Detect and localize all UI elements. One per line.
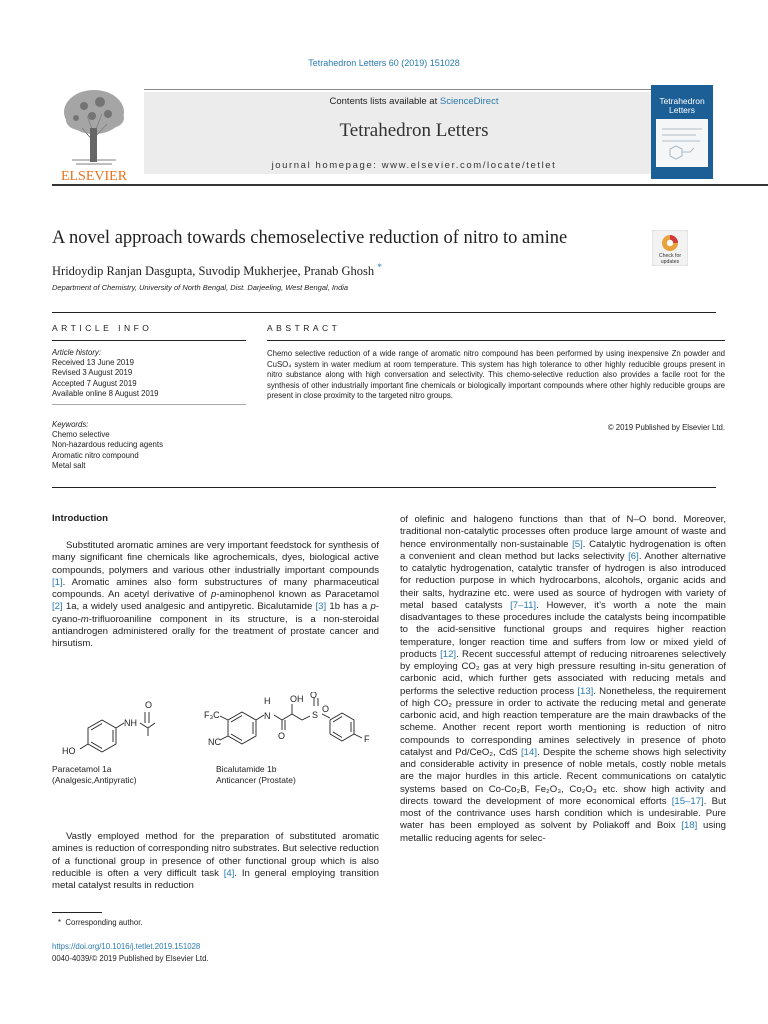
footnote-divider: [52, 912, 102, 913]
atom-label: HO: [62, 746, 76, 756]
text-run: using metallic reducing agents for selec-: [400, 820, 726, 844]
article-title: A novel approach towards chemoselective reduction of nitro to amine: [52, 228, 568, 248]
cover-title: [651, 97, 713, 115]
atom-label: S: [312, 710, 319, 720]
atom-label: OH: [290, 694, 304, 704]
atom-label: H: [264, 696, 271, 706]
journal-name: Tetrahedron Letters: [339, 120, 489, 141]
reference-link[interactable]: [13]: [577, 685, 594, 697]
text-run: -trifluoroaniline component in its structure, is a non-steroidal antiandrogen administered orally for the treatment of prostate cancer and hirsutism.: [52, 613, 379, 649]
footnote-text: Corresponding author.: [65, 918, 143, 927]
cover-title-line1: Tetrahedron: [659, 96, 705, 106]
text-run: . But most of the contrivance uses harsh condition which is undesirable. Pure water has been employed as solvent by Poliakoff and Boix: [400, 795, 726, 832]
accepted-date: Accepted 7 August 2019: [52, 378, 137, 388]
keywords-block: [52, 420, 246, 471]
sciencedirect-link[interactable]: ScienceDirect: [439, 96, 499, 107]
publisher-name: ELSEVIER: [60, 169, 128, 184]
text-run: -aminophenol known as Paracetamol: [216, 589, 379, 600]
received-date: Received 13 June 2019: [52, 358, 134, 368]
text-run: . Another alternative to catalytic hydrogenation, catalytic transfer of hydrogen is also introduced for reduction purpose in which hydrocarbons, alcohols, organic acids and their salts, hydrazine etc. were used as source of hydrogen with variety of metal based catalysts: [400, 550, 726, 611]
compound-use: (Analgesic,Antipyratic): [52, 775, 137, 785]
abstract-text: Chemo selective reduction of a wide range of aromatic nitro compound has been performed by using inexpensive Zn powder and CuSO₄ system in water medium at room temperature. This system has high tolerance to other highly reducible groups present in nitro substance along with high conversation and selectivity. This chemo-selective reduction also provides a facile root for the synthesis of other industrially important fine chemicals or biologically important compounds where other highly reducible groups are present in close proximity to the targeted nitro groups.: [267, 349, 725, 401]
affiliation: Department of Chemistry, University of North Bengal, Dist. Darjeeling, West Bengal, India: [52, 283, 349, 292]
keyword[interactable]: Aromatic nitro compound: [52, 450, 139, 460]
history-label: Article history:: [52, 348, 101, 357]
check-updates-line1: Check for: [658, 253, 682, 259]
contents-available-line: [144, 96, 684, 107]
text-run: . Despite the scheme shows high selectivity and considerable activity in presence of noble metals, costly noble metals are the major hurdles in this article. Recent communications on catalytic systems based on Co-Co₂B, Fe₂O₃, Co₂O₃ etc. show high activity and directs toward the development of more economical efforts: [400, 746, 727, 807]
compound-name: Paracetamol 1a: [52, 764, 112, 774]
atom-label: F: [364, 734, 370, 744]
reference-link[interactable]: [12]: [440, 648, 457, 660]
intro-paragraph-1: [52, 540, 379, 650]
revised-date: Revised 3 August 2019: [52, 368, 133, 378]
left-column-top: [52, 540, 379, 650]
chemical-structures-figure: [52, 692, 392, 792]
text-run: 1a, a widely used analgesic and antipyretic. Bicalutamide: [62, 601, 316, 613]
corresponding-author-footnote: [58, 918, 143, 927]
journal-homepage[interactable]: journal homepage: www.elsevier.com/locate/tetlet: [271, 160, 557, 171]
reference-link[interactable]: [5]: [572, 538, 583, 550]
online-date: Available online 8 August 2019: [52, 388, 159, 398]
reference-link[interactable]: [14]: [521, 746, 538, 758]
text-run: . Aromatic amines also form substructures of many pharmaceutical compounds. An acetyl derivative of: [52, 576, 379, 600]
text-run: . Catalytic hydrogenation is often a convenient and clean method but lacks selectivity: [400, 538, 726, 562]
paracetamol-structure: [80, 712, 155, 752]
intro-paragraph-2: [52, 831, 379, 892]
atom-label: O: [310, 692, 318, 700]
atom-label: NH: [124, 718, 137, 728]
reference-link[interactable]: [1]: [52, 576, 63, 588]
compound-name: Bicalutamide 1b: [216, 764, 277, 774]
footnote-mark: *: [58, 918, 62, 927]
bicalutamide-structure: [220, 698, 362, 744]
text-run: of olefinic and halogeno functions than that of N–O bond. Moreover, traditional non-catalytic processes often produce large amount of waste and hence environmentally non-sustainable: [400, 514, 726, 550]
header-divider: [52, 312, 716, 313]
text-run: 1b has a: [326, 601, 371, 613]
abstract-bottom-rule: [52, 487, 716, 488]
article-info-rule: [52, 340, 246, 341]
doi-link[interactable]: https://doi.org/10.1016/j.tetlet.2019.151028: [52, 942, 201, 951]
corresponding-author-mark[interactable]: *: [377, 262, 382, 272]
introduction-heading: Introduction: [52, 513, 108, 524]
reference-link[interactable]: [4]: [223, 867, 235, 879]
reference-link[interactable]: [3]: [315, 601, 327, 613]
atom-label: O: [322, 704, 330, 714]
italic-run: p: [210, 589, 217, 600]
paracetamol-caption: [52, 764, 137, 786]
atom-label: O: [145, 700, 153, 710]
atom-label: F₃C: [204, 710, 220, 720]
journal-header-box: [144, 92, 684, 174]
abstract-copyright: © 2019 Published by Elsevier Ltd.: [607, 423, 725, 432]
left-column-bottom: [52, 831, 379, 892]
italic-run: m: [80, 613, 89, 625]
right-column: [400, 514, 726, 845]
italic-run: p: [370, 601, 376, 613]
masthead-bottom-rule: [52, 184, 768, 186]
keyword[interactable]: Metal salt: [52, 460, 86, 470]
author-list: [52, 262, 382, 279]
author-names: Hridoydip Ranjan Dasgupta, Suvodip Mukherjee, Pranab Ghosh: [52, 264, 375, 279]
masthead-divider: [144, 89, 684, 90]
journal-citation-link[interactable]: Tetrahedron Letters 60 (2019) 151028: [308, 58, 460, 68]
cover-graphic: [656, 119, 708, 167]
abstract-heading: ABSTRACT: [267, 323, 341, 333]
reference-link[interactable]: [6]: [628, 550, 639, 562]
article-info-heading: ARTICLE INFO: [52, 323, 153, 333]
text-run: Substituted aromatic amines are very important feedstock for synthesis of many significant fine chemicals like agrochemicals, dyes, biological active compounds, polymers and various other industrially important compounds: [52, 540, 379, 576]
atom-label: NC: [208, 737, 221, 747]
abstract-rule: [267, 340, 725, 341]
compound-use: Anticancer (Prostate): [216, 775, 296, 785]
check-for-updates-badge[interactable]: [652, 230, 688, 266]
keyword[interactable]: Chemo selective: [52, 430, 110, 440]
contents-prefix: Contents lists available at: [329, 96, 440, 107]
reference-link[interactable]: [15–17]: [671, 795, 704, 807]
cover-title-line2: Letters: [669, 105, 695, 115]
intro-paragraph-continued: [400, 514, 726, 845]
text-run: . In general employing transition metal catalyst results in reduction: [52, 867, 379, 891]
check-updates-line2: updates: [660, 259, 680, 265]
article-history: [52, 348, 246, 399]
issn-copyright: 0040-4039/© 2019 Published by Elsevier Ltd.: [52, 954, 209, 963]
reference-link[interactable]: [2]: [52, 601, 63, 613]
journal-masthead: [52, 76, 672, 186]
journal-cover-image[interactable]: [651, 85, 713, 179]
reference-link[interactable]: [7–11]: [510, 599, 537, 611]
text-run: . Nonetheless, the requirement of high CO₂ pressure in order to activate the reducing metal and generate carbonic acid, and high reaction temperature are the main drawbacks of the scheme. Another recent report worth mentioning is reduction of nitro compounds to corresponding amines selectively in presence of photo catalyst and Pd/CeO₂, CdS: [400, 685, 726, 758]
text-run: Vastly employed method for the preparation of substituted aromatic amines is reduction of corresponding nitro substrates. But selective reduction of a functional group in presence of other functional group which is also reducible is often a very difficult task: [52, 831, 379, 879]
text-run: . However, it’s worth a note the main disadvantages to these procedures include the catalysts being incompatible to the acid-sensitive functional groups and requires higher reaction temperature, longer reaction time and suffers from low or mixed yield of products: [400, 599, 726, 660]
elsevier-logo[interactable]: [52, 80, 136, 184]
atom-label: O: [278, 731, 286, 741]
keywords-rule: [52, 404, 246, 405]
keyword[interactable]: Non-hazardous reducing agents: [52, 440, 163, 450]
atom-label: N: [264, 711, 271, 721]
keywords-label: Keywords:: [52, 420, 89, 429]
text-run: . Recent successful attempt of reducing nitroarenes selectively by employing CO₂ gas at very high pressure resulting in-situ generation of carbonic acid, which further gets associated with reducing metals and performs the selective reduction process: [400, 648, 727, 697]
reference-link[interactable]: [18]: [681, 820, 698, 832]
bicalutamide-caption: [216, 764, 296, 786]
text-run: -cyano-: [52, 601, 380, 625]
